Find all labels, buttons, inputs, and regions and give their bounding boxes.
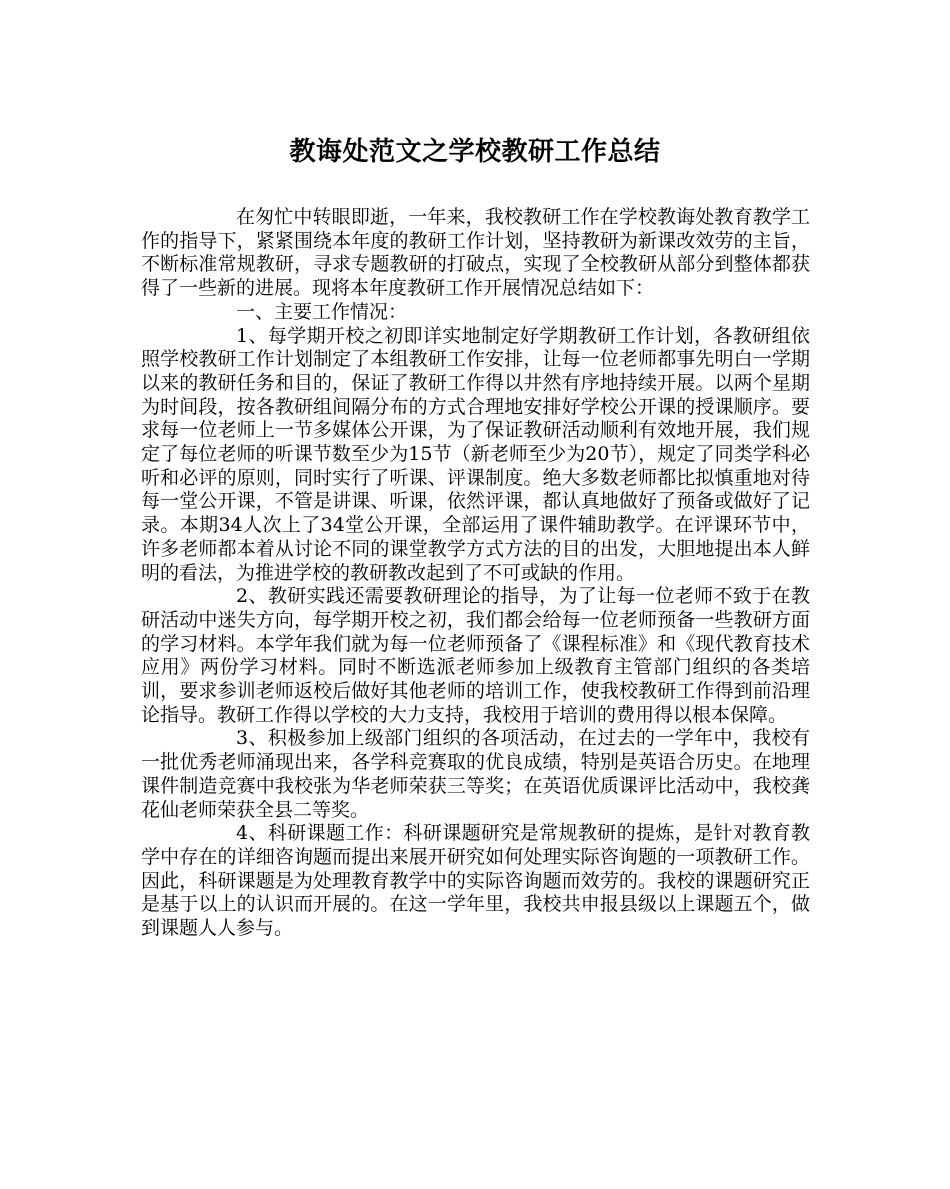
paragraph-item-1: 1、每学期开校之初即详实地制定好学期教研工作计划，各教研组依照学校教研工作计划制定了本组教研工作安排，让每一位老师都事先明白一学期以来的教研任务和目的，保证了教研工作得以井然有序地持续开展。以两个星期为时间段，按各教研组间隔分布的方式合理地安排好学校公开课的授课顺序。要求每一位老师上一节多媒体公开课，为了保证教研活动顺利有效地开展，我们规定了每位老师的听课节数至少为15节（新老师至少为20节），规定了同类学科必听和必评的原则，同时实行了听课、评课制度。绝大多数老师都比拟慎重地对待每一堂公开课，不管是讲课、听课，依然评课，都认真地做好了预备或做好了记录。本期34人次上了34堂公开课，全部运用了课件辅助教学。在评课环节中，许多老师都本着从讨论不同的课堂教学方式方法的目的出发，大胆地提出本人鲜明的看法，为推进学校的教研教改起到了不可或缺的作用。	[141, 324, 810, 584]
document-title: 教诲处范文之学校教研工作总结	[289, 137, 661, 167]
paragraph-item-2: 2、教研实践还需要教研理论的指导，为了让每一位老师不致于在教研活动中迷失方向，每学期开校之初，我们都会给每一位老师预备一些教研方面的学习材料。本学年我们就为每一位老师预备了《课程标准》和《现代教育技术应用》两份学习材料。同时不断选派老师参加上级教育主管部门组织的各类培训，要求参训老师返校后做好其他老师的培训工作，使我校教研工作得到前沿理论指导。教研工作得以学校的大力支持，我校用于培训的费用得以根本保障。	[141, 585, 810, 726]
paragraph-item-3: 3、积极参加上级部门组织的各项活动，在过去的一学年中，我校有一批优秀老师涌现出来，各学科竞赛取的优良成绩，特别是英语合历史。在地理课件制造竞赛中我校张为华老师荣获三等奖；在英语优质课评比活动中，我校龚花仙老师荣获全县二等奖。	[141, 727, 810, 821]
paragraph-intro: 在匆忙中转眼即逝，一年来，我校教研工作在学校教诲处教育教学工作的指导下，紧紧围绕本年度的教研工作计划，坚持教研为新课改效劳的主旨，不断标准常规教研，寻求专题教研的打破点，实现了全校教研从部分到整体都获得了一些新的进展。现将本年度教研工作开展情况总结如下：	[141, 206, 810, 300]
paragraph-section-heading: 一、主要工作情况：	[236, 300, 408, 323]
paragraph-item-4: 4、科研课题工作：科研课题研究是常规教研的提炼，是针对教育教学中存在的详细咨询题而提出来展开研究如何处理实际咨询题的一项教研工作。因此，科研课题是为处理教育教学中的实际咨询题而效劳的。我校的课题研究正是基于以上的认识而开展的。在这一学年里，我校共申报县级以上课题五个，做到课题人人参与。	[141, 822, 810, 940]
document-body	[141, 206, 810, 941]
